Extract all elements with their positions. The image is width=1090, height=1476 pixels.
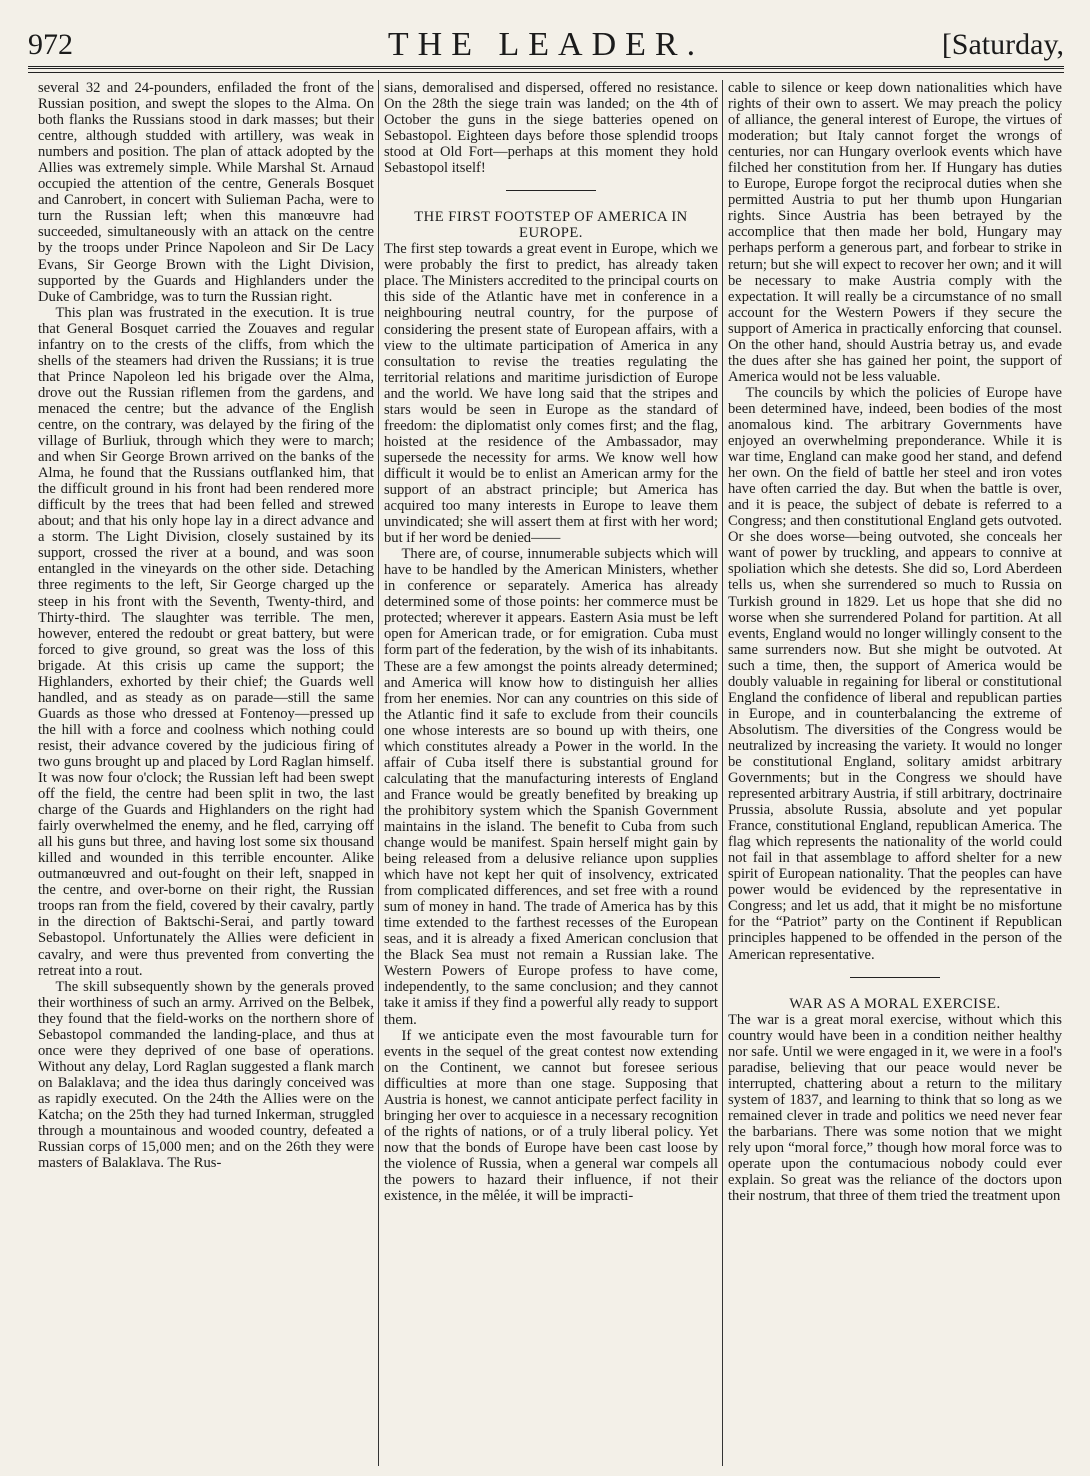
paragraph: cable to silence or keep down nationalities which have rights of their own to assert. We may preach the policy of alliance, the general interest of Europe, the virtues of moderation; but Italy cannot forget the wrongs of centuries, nor can Hungary overlook events which have filched her constitution from her. If Hungary has duties to Europe, Europe forgot the reciprocal duties when she permitted Austria to put her thumb upon Hungarian rights. Since Austria has been betrayed by the accomplice that then made her bold, Hungary may perhaps perform a generous part, and forbear to strike in return; but she will expect to recover her own; and it will be necessary to make Austria comply with the expectation. It will really be a circumstance of no small account for the Western Powers if they secure the support of America in practically enforcing that counsel. On the other hand, should Austria betray us, and evade the dues after she has gained her point, the support of America would not be less valuable.: [728, 80, 1062, 385]
paragraph: This plan was frustrated in the execution. It is true that General Bosquet carried the Zouaves and regular infantry on to the crests of the cliffs, from which the shells of the steamers had driven the Russians; it is true that Prince Napoleon led his brigade over the Alma, drove out the Russian riflemen from the gardens, and menaced the centre; but the advance of the English centre, on the contrary, was delayed by the firing of the village of Burliuk, through which they were to march; and when Sir George Brown arrived on the banks of the Alma, he found that the Russians outflanked him, that the difficult ground in his front had been rendered more difficult by the trees that had been felled and strewed about; and that his only hope lay in a direct advance and a storm. The Light Division, closely sustained by its support, crossed the river at a bound, and was soon entangled in the vineyards on the other side. Detaching three regiments to the left, Sir George charged up the steep in his front with the Seventh, Twenty-third, and Thirty-third. The slaughter was terrible. The men, however, entered the redoubt or great battery, but were forced to give ground, so great was the loss of this brigade. At this crisis up came the support; the Highlanders, exhorted by their chief; the Guards well handled, and as steady as on parade—still the same Guards as those who dressed at Fontenoy—pressed up the hill with a force and coolness which nothing could resist, their advance covered by the judicious firing of two guns brought up and placed by Lord Raglan himself. It was now four o'clock; the Russian left had been swept off the field, the centre had been split in two, the last charge of the Guards and Highlanders on the right had fairly overwhelmed the enemy, and he fled, carrying off all his guns but three, and having lost some six thousand killed and wounded in this terrible encounter. Alike outmanœuvred and out-fought on their left, snapped in the centre, and over-borne on their right, the Russian troops ran from the field, covered by their cavalry, partly in the direction of Baktschi-Serai, and partly toward Sebastopol. Unfortunately the Allies were deficient in cavalry, and were thus prevented from converting the retreat into a rout.: [38, 304, 374, 979]
column-3: [728, 80, 1062, 1466]
newspaper-title: THE LEADER.: [387, 26, 705, 63]
article-heading: WAR AS A MORAL EXERCISE.: [789, 995, 1001, 1012]
paragraph: The skill subsequently shown by the generals proved their worthiness of such an army. Arrived on the Belbek, they found that the field-works on the northern shore of Sebastopol commanded the landing-place, and thus at once were they deprived of one base of operations. Without any delay, Lord Raglan suggested a flank march on Balaklava; and the idea thus daringly conceived was as rapidly executed. On the 24th the Allies were on the Katcha; on the 25th they had turned Inkerman, struggled through a mountainous and wooded country, defeated a Russian corps of 15,000 men; and on the 26th they were masters of Balaklava. The Rus-: [38, 978, 374, 1172]
column-divider: [378, 80, 379, 1466]
page-number: 972: [28, 28, 73, 61]
issue-day: [Saturday,: [941, 28, 1064, 61]
masthead-rule: [28, 66, 1064, 69]
section-rule: [506, 190, 596, 191]
paragraph: If we anticipate even the most favourable turn for events in the sequel of the great contest now extending on the Continent, we cannot but foresee serious difficulties at more than one stage. Supposing that Austria is honest, we cannot anticipate perfect facility in bringing her over to acquiesce in a necessary recognition of the rights of nations, or of a truly liberal policy. Yet now that the bonds of Europe have been cast loose by the violence of Russia, when a general war compels all the powers to hazard their influence, if not their existence, in the mêlée, it will be impracti-: [384, 1027, 718, 1205]
paragraph: several 32 and 24-pounders, enfiladed the front of the Russian position, and swept the slopes to the Alma. On both flanks the Russians stood in dark masses; but their centre, although studded with artillery, was weak in numbers and position. The plan of attack adopted by the Allies was extremely simple. While Marshal St. Arnaud occupied the attention of the centre, Generals Bosquet and Canrobert, in concert with Sulieman Pacha, were to turn the Russian left; when this manœuvre had succeeded, simultaneously with an attack on the centre by the troops under Prince Napoleon and Sir De Lacy Evans, Sir George Brown with the Light Division, supported by the Guards and Highlanders under the Duke of Cambridge, was to turn the Russian right.: [38, 80, 374, 305]
column-2: [384, 80, 718, 1466]
section-rule: [850, 977, 940, 978]
column-divider: [722, 80, 723, 1466]
paragraph: There are, of course, innumerable subjects which will have to be handled by the American Ministers, whether in conference or separately. America has already determined some of those points: her commerce must be protected; wherever it appears. Eastern Asia must be left open for American trade, or for emigration. Cuba must form part of the federation, by the wish of its inhabitants. These are a few amongst the points already determined; and America will know how to distinguish her allies from her enemies. Nor can any countries on this side of the Atlantic find it safe to exclude from their councils one whose interests are so bound up with theirs, one which constitutes already a Power in the world. In the affair of Cuba itself there is substantial ground for calculating that the manufacturing interests of England and France would be greatly benefited by breaking up the prohibitory system which the Spanish Government maintains in the island. The benefit to Cuba from such change would be manifest. Spain herself might gain by being released from a delusive reliance upon supplies which have not kept her quit of insolvency, extricated from complicated differences, and set free with a round sum of money in hand. The trade of America has by this time extended to the farthest recesses of the European seas, and it is already a fixed American conclusion that the Black Sea must not remain a Russian lake. The Western Powers of Europe profess to have come, independently, to the same conclusion; and they cannot take it amiss if they find a powerful ally ready to support them.: [384, 546, 718, 1028]
column-1: [38, 80, 374, 1466]
paragraph: The councils by which the policies of Europe have been determined have, indeed, been bodies of the most anomalous kind. The arbitrary Governments have enjoyed an overwhelming preponderance. While it is war time, England can make good her stand, and defend her own. On the field of battle her steel and iron votes have often carried the day. But when the battle is over, and it is peace, the subject of debate is referred to a Congress; and then constitutional England gets outvoted. Or she does worse—being outvoted, she conceals her want of power by truckling, and appears to connive at spoliation which she detests. She did so, Lord Aberdeen tells us, when she surrendered so much to Russia on Turkish ground in 1829. Let us hope that she did no worse when she surrendered Poland for partition. At all events, England would no longer willingly consent to the same surrenders now. But she might be outvoted. At such a time, then, the support of America would be doubly valuable in regaining for liberal or constitutional England the confidence of liberal and republican parties in Europe, and in counterbalancing the extreme of Absolutism. The diversities of the Congress would be neutralized by increasing the variety. It would no longer be constitutional England, solitary amidst arbitrary Governments; but in the Congress we should have represented arbitrary Austria, if still arbitrary, doctrinaire Prussia, absolute Russia, absolute and yet popular France, constitutional England, republican America. The flag which represents the nationality of the world could not fail in that assemblage to afford shelter for a new spirit of European nationality. That the peoples can have power would be evidenced by the representative in Congress; and let us add, that it might be no misfortune for the “Patriot” party on the Continent if Republican principles happened to be offended in the person of the American representative.: [728, 384, 1062, 963]
paragraph: The war is a great moral exercise, without which this country would have been in a condition neither healthy nor safe. Until we were engaged in it, we were in a fool's paradise, believing that our peace would never be interrupted, chattering about a return to the military system of 1837, and learning to think that so long as we remained clever in trade and politics we need never fear the barbarians. There was some notion that we might rely upon “moral force,” though how moral force was to operate upon the contumacious nobody could ever explain. So great was the reliance of the doctors upon their nostrum, that three of them tried the treatment upon: [728, 1011, 1062, 1205]
paragraph: sians, demoralised and dispersed, offered no resistance. On the 28th the siege train was landed; on the 4th of October the guns in the siege batteries opened on Sebastopol. Eighteen days before those splendid troops stood at Old Fort—perhaps at this moment they hold Sebastopol itself!: [384, 80, 718, 177]
paragraph: The first step towards a great event in Europe, which we were probably the first to predict, has already taken place. The Ministers accredited to the principal courts on this side of the Atlantic have met in conference in a neighbouring neutral country, for the purpose of considering the present state of European affairs, with a view to the ultimate participation of America in any consultation to revise the treaties regulating the territorial relations and maritime jurisdiction of Europe and the world. We have long said that the stripes and stars would be seen in Europe as the standard of freedom: the diplomatist only comes first; and the flag, hoisted at the residence of the Ambassador, may supersede the necessity for arms. We know well how difficult it would be to enlist an American army for the support of an abstract principle; but America has acquired too many interests in Europe to leave them unvindicated; she will assert them at first with her word; but if her word be denied——: [384, 241, 718, 547]
article-heading: THE FIRST FOOTSTEP OF AMERICA IN EUROPE.: [414, 209, 688, 242]
masthead: [28, 18, 1064, 66]
masthead-rule-thin: [28, 72, 1064, 73]
